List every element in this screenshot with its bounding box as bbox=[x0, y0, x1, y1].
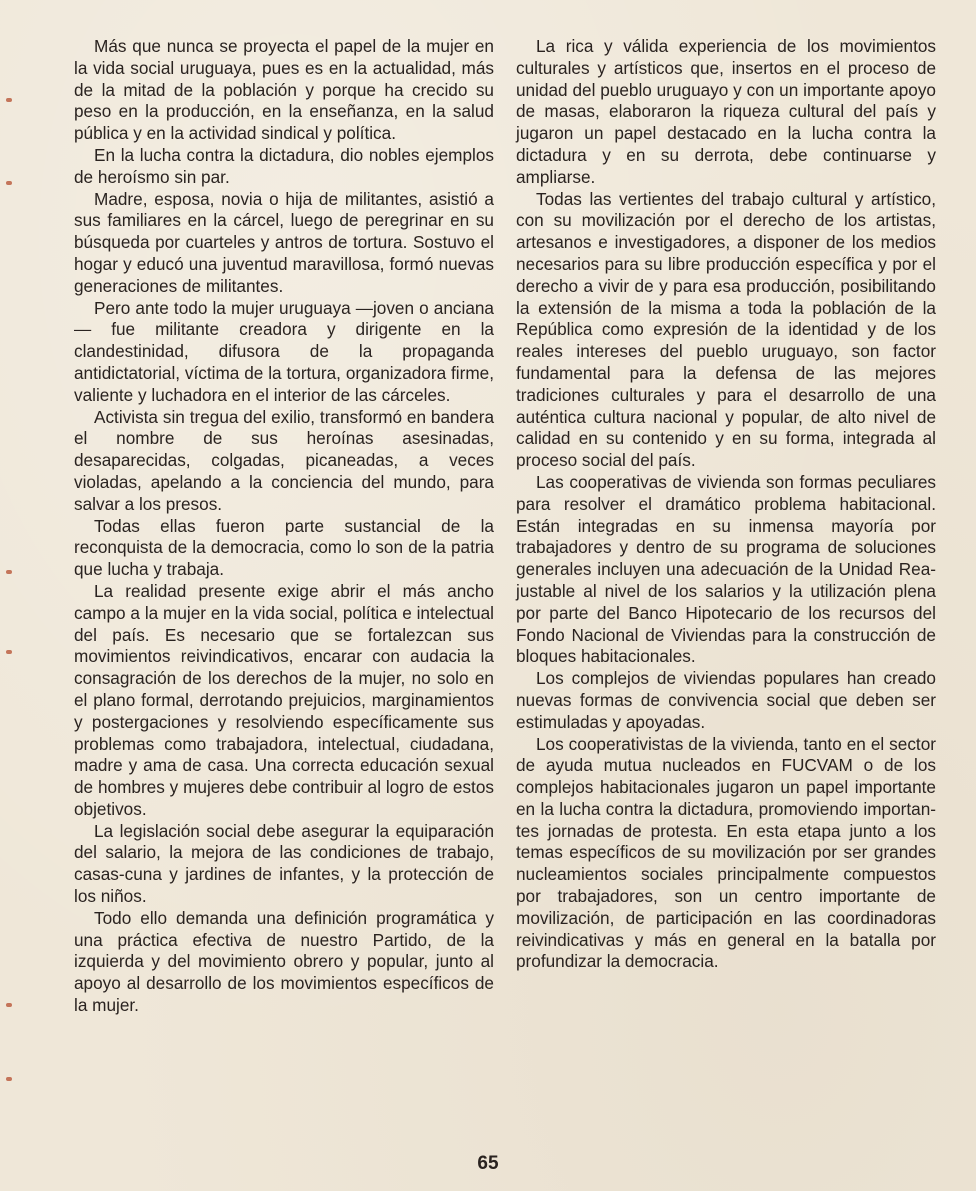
paragraph: Todas ellas fueron parte sustancial de la reconquista de la democracia, como lo son de la patria que lucha y trabaja. bbox=[74, 515, 494, 580]
paragraph: Pero ante todo la mujer uruguaya —joven o anciana— fue militante creadora y dirigente en la clandestinidad, difusora de la propaganda antidictatorial, víctima de la tortura, organizadora firme, valiente y luchadora en el interior de las cárceles. bbox=[74, 297, 494, 405]
page-number: 65 bbox=[477, 1153, 499, 1174]
margin-mark bbox=[6, 650, 12, 654]
margin-mark bbox=[6, 98, 12, 102]
paragraph: Los cooperativistas de la vivienda, tanto en el sector de ayuda mutua nucleados en FUCVAM o de los complejos habitacionales jugaron un papel importante en la lucha contra la dictadura, promoviendo importantes jornadas de protesta. En esta etapa junto a los temas específicos de su movilización por ser grandes nucleamientos sociales principalmente compuestos por trabajadores, son un centro importante de movilización, de participación en las coordinadoras reivindicativas y más en general en la batalla por profundizar la democracia. bbox=[516, 733, 936, 972]
paragraph: Los complejos de viviendas populares han creado nuevas formas de convivencia social que deben ser estimuladas y apoyadas. bbox=[516, 668, 936, 732]
paragraph: Más que nunca se proyecta el papel de la mujer en la vida social uruguaya, pues es en la actualidad, más de la mitad de la población y porque ha crecido su peso en la producción, en la enseñanza, en la salud pública y en la actividad sindical y política. bbox=[74, 36, 494, 144]
paragraph: La realidad presente exige abrir el más ancho campo a la mujer en la vida social, política e intelectual del país. Es necesario que se fortalezcan sus movimientos reivindicativos, encarar con audacia la consagración de los derechos de la mujer, no solo en el plano formal, derrotando prejuicios, marginamientos y postergaciones y resolviendo específicamente sus problemas como trabajadora, intelectual, ciudadana, madre y ama de casa. Una correcta educación sexual de hombres y mujeres debe contribuir al logro de estos objetivos. bbox=[74, 580, 494, 819]
paragraph: Activista sin tregua del exilio, transformó en bandera el nombre de sus heroínas asesinadas, desaparecidas, colgadas, picaneadas, a veces violadas, apelando a la conciencia del mundo, para salvar a los presos. bbox=[74, 406, 494, 514]
left-text-column bbox=[74, 36, 494, 1017]
paragraph: Todo ello demanda una definición programática y una práctica efectiva de nuestro Partido, de la izquierda y del movimiento obrero y popular, junto al apoyo al desarrollo de los movimientos específicos de la mujer. bbox=[74, 907, 494, 1016]
right-text-column bbox=[516, 36, 936, 973]
paragraph: Las cooperativas de vivienda son formas peculiares para resolver el dramático problema habitacional. Están integradas en su inmensa mayoría por trabajadores y dentro de su programa de soluciones generales incluyen una adecuación de la Unidad Reajustable al nivel de los salarios y la utilización plena por parte del Banco Hipotecario de los recursos del Fondo Nacional de Viviendas para la construcción de bloques habitacionales. bbox=[516, 471, 936, 667]
margin-mark bbox=[6, 1003, 12, 1007]
paragraph: En la lucha contra la dictadura, dio nobles ejemplos de heroísmo sin par. bbox=[74, 144, 494, 187]
paragraph: La rica y válida experiencia de los movimientos culturales y artísticos que, insertos en el proceso de unidad del pueblo uruguayo y con un importante apoyo de masas, elaboraron la riqueza cultural del país y jugaron un papel destacado en la lucha contra la dictadura y en su derrota, debe continuarse y ampliarse. bbox=[516, 36, 936, 187]
margin-mark bbox=[6, 570, 12, 574]
paragraph: Madre, esposa, novia o hija de militantes, asistió a sus familiares en la cárcel, luego de peregrinar en su búsqueda por cuarteles y antros de tortura. Sostuvo el hogar y educó una juventud maravillosa, formó nuevas generaciones de militantes. bbox=[74, 188, 494, 296]
margin-mark bbox=[6, 181, 12, 185]
margin-mark bbox=[6, 1077, 12, 1081]
paragraph: Todas las vertientes del trabajo cultural y artístico, con su movilización por el derecho de los artistas, artesanos e investigadores, a disponer de los medios necesarios para su libre producción específica y por el derecho a vivir de y para esa producción, posibilitando la extensión de la misma a toda la población de la República como expresión de la identidad y de los reales intereses del pueblo uruguayo, son factor fundamental para la defensa de las mejores tradiciones culturales y para el desarrollo de una auténtica cultura nacional y popular, de alto nivel de calidad en su contenido y en su forma, integrada al proceso social del país. bbox=[516, 188, 936, 471]
paragraph: La legislación social debe asegurar la equiparación del salario, la mejora de las condiciones de trabajo, casas-cuna y jardines de infantes, y la protección de los niños. bbox=[74, 820, 494, 907]
